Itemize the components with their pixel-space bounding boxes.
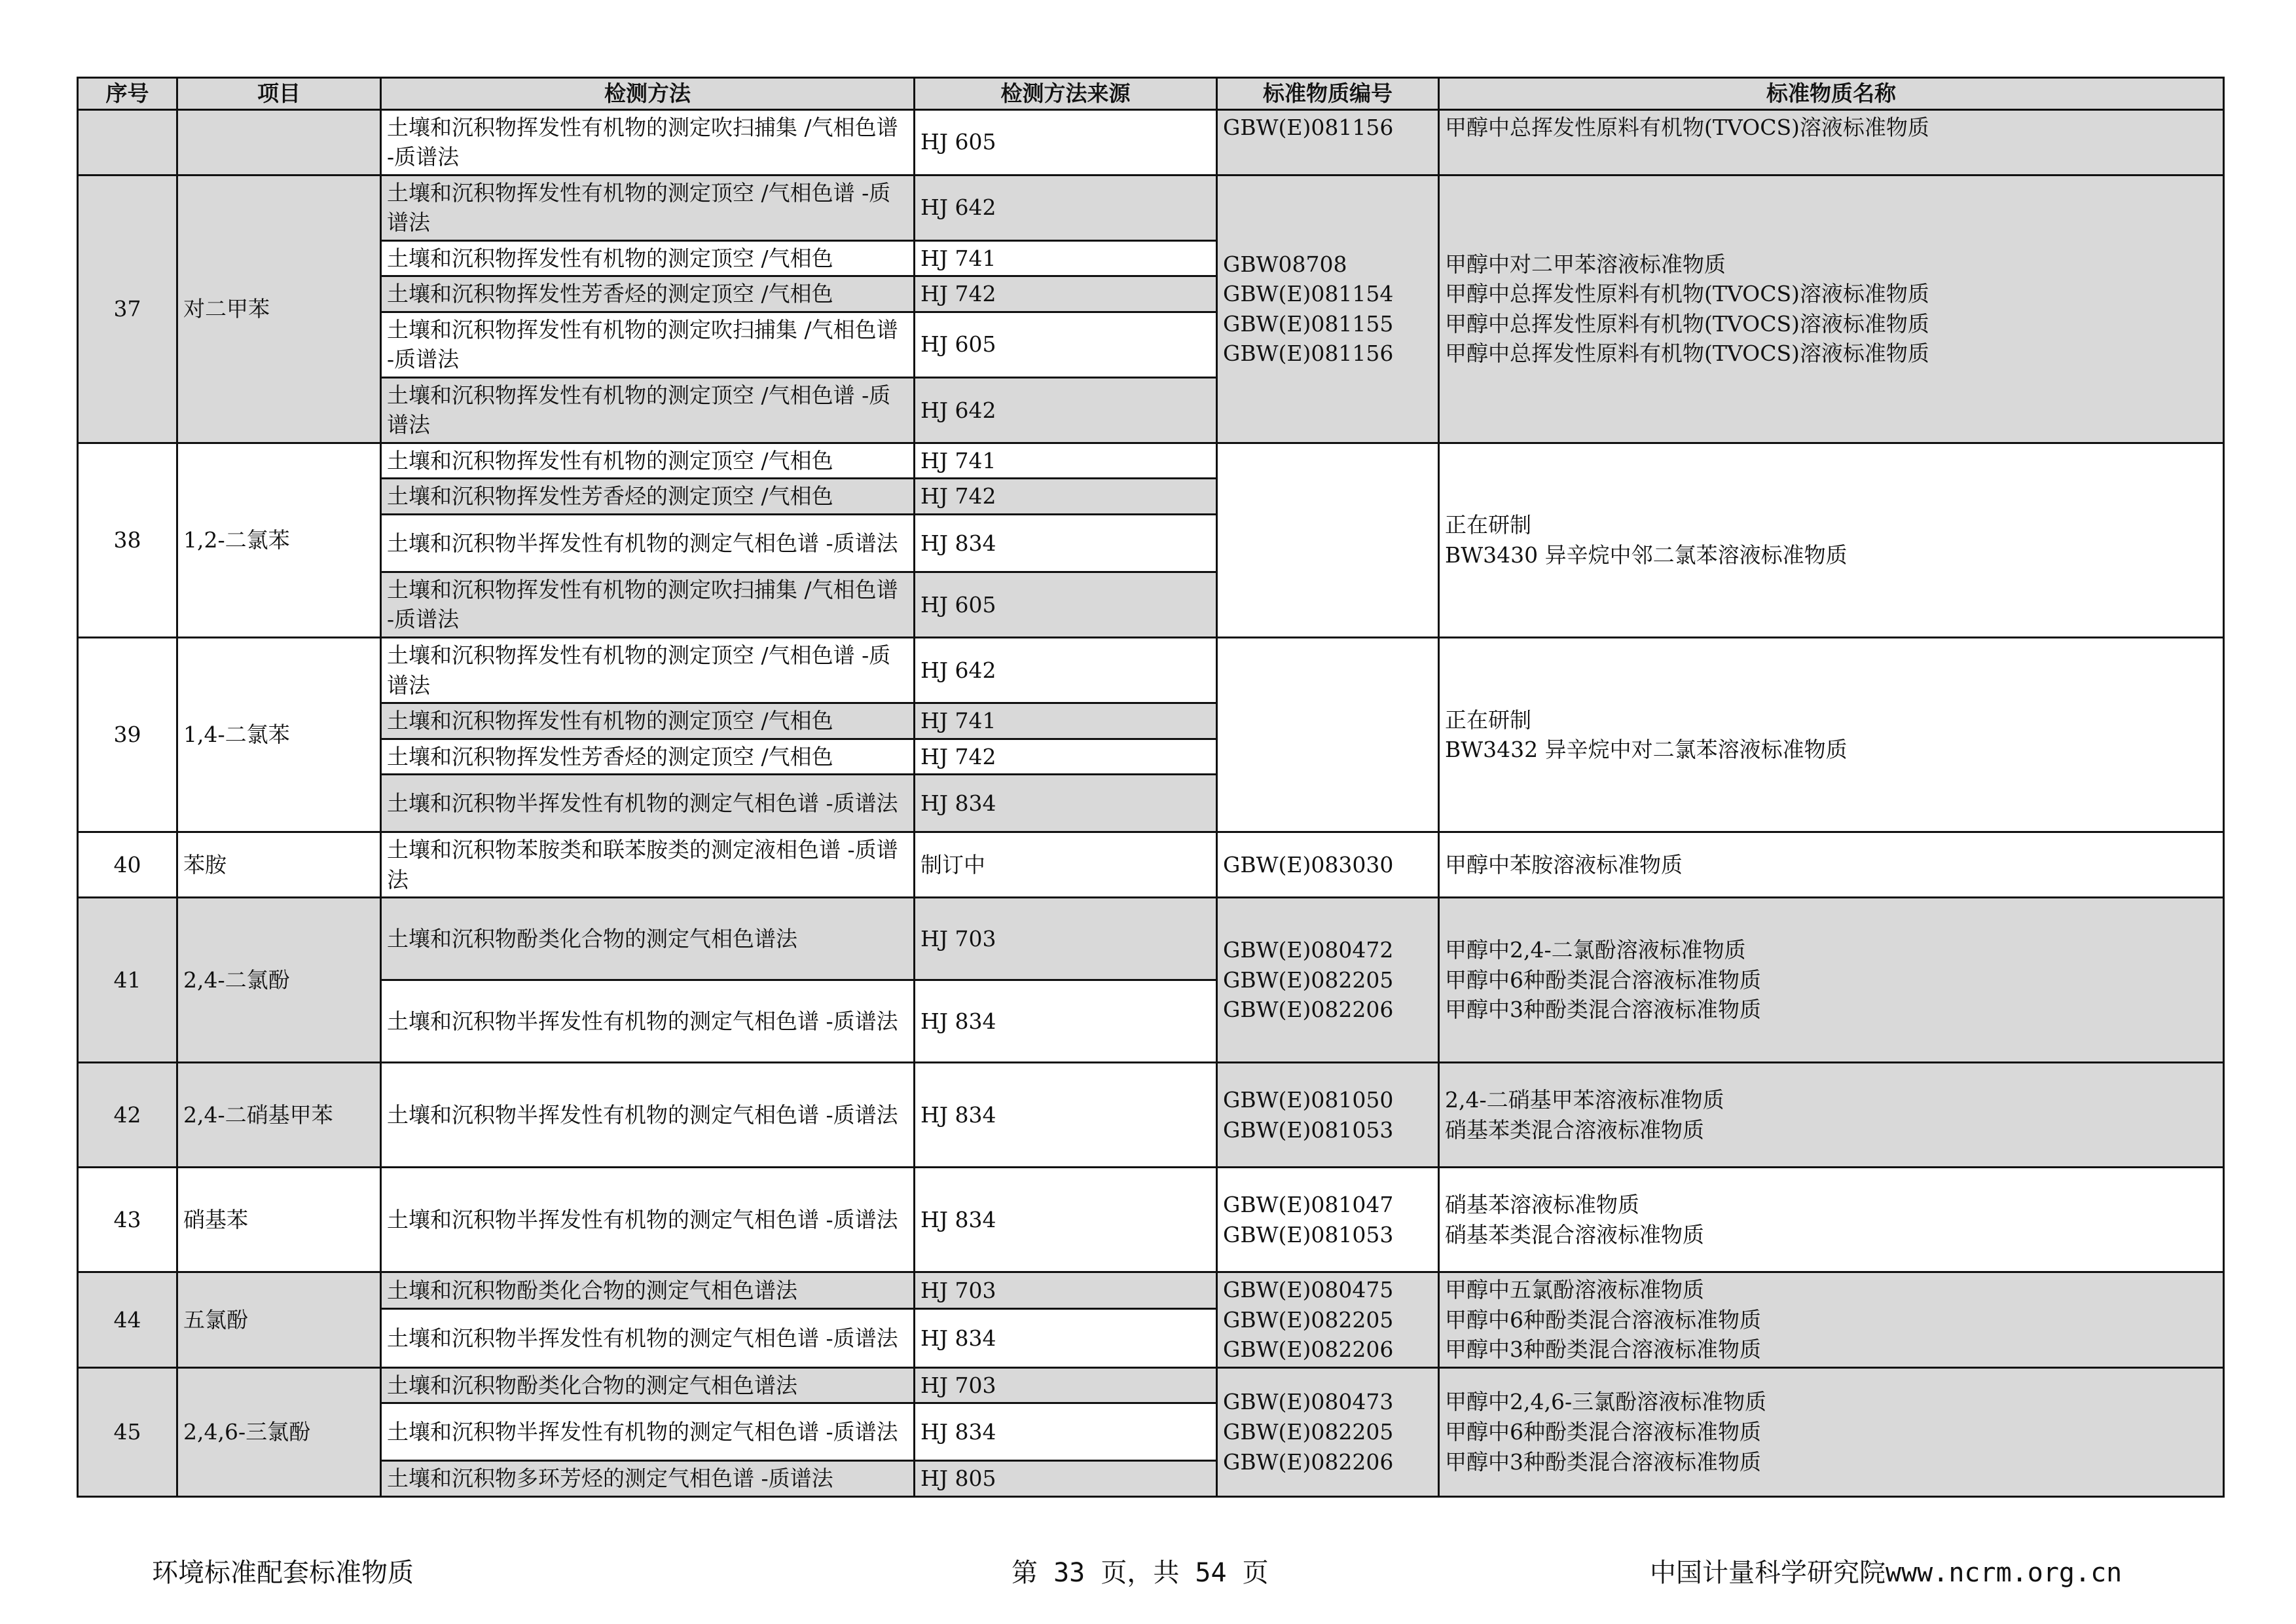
reference-material-name: 甲醇中总挥发性原料有机物(TVOCS)溶液标准物质 xyxy=(1445,310,1929,337)
method-source-cell: HJ 742 xyxy=(915,739,1217,775)
reference-material-code-cell xyxy=(1217,1367,1439,1496)
footer-document-title: 环境标准配套标准物质 xyxy=(152,1558,414,1588)
reference-material-name: 硝基苯溶液标准物质 xyxy=(1445,1192,1639,1218)
reference-material-code-cell xyxy=(1217,637,1439,832)
method-source-cell: HJ 834 xyxy=(915,980,1217,1063)
reference-material-name: 甲醇中2,4,6-三氯酚溶液标准物质 xyxy=(1445,1389,1767,1415)
header-item: 项目 xyxy=(177,78,381,110)
reference-material-name-cell xyxy=(1439,1272,2224,1368)
test-method-cell: 土壤和沉积物挥发性有机物的测定吹扫捕集 /气相色谱 -质谱法 xyxy=(381,312,915,377)
item-name-cell: 五氯酚 xyxy=(177,1272,381,1368)
table-row xyxy=(78,898,2224,980)
reference-material-code: GBW(E)081156 xyxy=(1223,341,1394,367)
item-name-cell xyxy=(177,109,381,175)
item-name-cell: 2,4-二氯酚 xyxy=(177,898,381,1063)
table-row xyxy=(78,1063,2224,1168)
item-name-cell: 对二甲苯 xyxy=(177,175,381,443)
test-method-cell: 土壤和沉积物挥发性有机物的测定顶空 /气相色谱 -质谱法 xyxy=(381,637,915,703)
footer-page-number: 第 33 页，共 54 页 xyxy=(1011,1558,1269,1588)
reference-material-name-cell xyxy=(1439,1367,2224,1496)
test-method-cell: 土壤和沉积物酚类化合物的测定气相色谱法 xyxy=(381,1272,915,1309)
serial-number-cell: 41 xyxy=(78,898,177,1063)
reference-material-code: GBW(E)083030 xyxy=(1223,851,1394,877)
reference-material-name: 2,4-二硝基甲苯溶液标准物质 xyxy=(1445,1087,1724,1113)
table-row xyxy=(78,443,2224,479)
reference-material-name-cell xyxy=(1439,637,2224,832)
method-source-cell: HJ 605 xyxy=(915,572,1217,637)
reference-material-code: GBW(E)082205 xyxy=(1223,1419,1394,1445)
method-source-cell: HJ 741 xyxy=(915,240,1217,276)
reference-material-code: GBW(E)082206 xyxy=(1223,1337,1394,1363)
reference-material-name: 甲醇中总挥发性原料有机物(TVOCS)溶液标准物质 xyxy=(1445,114,1929,140)
header-serial-no: 序号 xyxy=(78,78,177,110)
method-source-cell: HJ 605 xyxy=(915,109,1217,175)
test-method-cell: 土壤和沉积物酚类化合物的测定气相色谱法 xyxy=(381,1367,915,1403)
test-method-cell: 土壤和沉积物多环芳烃的测定气相色谱 -质谱法 xyxy=(381,1461,915,1497)
serial-number-cell: 38 xyxy=(78,443,177,637)
reference-material-code: GBW(E)080473 xyxy=(1223,1389,1394,1415)
reference-material-name: 正在研制 xyxy=(1445,707,1531,733)
header-method-source: 检测方法来源 xyxy=(915,78,1217,110)
reference-material-name: 甲醇中3种酚类混合溶液标准物质 xyxy=(1445,1449,1761,1475)
test-method-cell: 土壤和沉积物半挥发性有机物的测定气相色谱 -质谱法 xyxy=(381,1063,915,1168)
test-method-cell: 土壤和沉积物挥发性有机物的测定顶空 /气相色 xyxy=(381,703,915,739)
item-name-cell: 2,4,6-三氯酚 xyxy=(177,1367,381,1496)
method-source-cell: HJ 703 xyxy=(915,1367,1217,1403)
method-source-cell: HJ 834 xyxy=(915,1308,1217,1367)
reference-material-name: 甲醇中总挥发性原料有机物(TVOCS)溶液标准物质 xyxy=(1445,281,1929,307)
reference-material-name-cell xyxy=(1439,175,2224,443)
test-method-cell: 土壤和沉积物挥发性芳香烃的测定顶空 /气相色 xyxy=(381,479,915,515)
test-method-cell: 土壤和沉积物酚类化合物的测定气相色谱法 xyxy=(381,898,915,980)
reference-material-code-cell xyxy=(1217,175,1439,443)
method-source-cell: HJ 703 xyxy=(915,1272,1217,1309)
table-row xyxy=(78,175,2224,240)
reference-material-name-cell xyxy=(1439,443,2224,637)
header-test-method: 检测方法 xyxy=(381,78,915,110)
serial-number-cell: 44 xyxy=(78,1272,177,1368)
reference-material-code: GBW(E)082205 xyxy=(1223,967,1394,993)
test-method-cell: 土壤和沉积物半挥发性有机物的测定气相色谱 -质谱法 xyxy=(381,1403,915,1461)
test-method-cell: 土壤和沉积物苯胺类和联苯胺类的测定液相色谱 -质谱法 xyxy=(381,832,915,898)
standard-materials-table xyxy=(77,77,2225,1498)
method-source-cell: HJ 741 xyxy=(915,703,1217,739)
test-method-cell: 土壤和沉积物挥发性芳香烃的测定顶空 /气相色 xyxy=(381,739,915,775)
test-method-cell: 土壤和沉积物挥发性有机物的测定顶空 /气相色 xyxy=(381,443,915,479)
method-source-cell: HJ 642 xyxy=(915,637,1217,703)
method-source-cell: HJ 742 xyxy=(915,479,1217,515)
reference-material-name: 硝基苯类混合溶液标准物质 xyxy=(1445,1116,1704,1143)
reference-material-code-cell xyxy=(1217,1063,1439,1168)
test-method-cell: 土壤和沉积物半挥发性有机物的测定气相色谱 -质谱法 xyxy=(381,1168,915,1272)
reference-material-name: 甲醇中3种酚类混合溶液标准物质 xyxy=(1445,997,1761,1023)
reference-material-name: 甲醇中2,4-二氯酚溶液标准物质 xyxy=(1445,937,1746,963)
table-row xyxy=(78,832,2224,898)
serial-number-cell: 39 xyxy=(78,637,177,832)
serial-number-cell: 43 xyxy=(78,1168,177,1272)
method-source-cell: HJ 642 xyxy=(915,377,1217,443)
method-source-cell: HJ 742 xyxy=(915,276,1217,312)
table-row xyxy=(78,637,2224,703)
reference-material-name: 甲醇中6种酚类混合溶液标准物质 xyxy=(1445,1419,1761,1445)
method-source-cell: HJ 834 xyxy=(915,1063,1217,1168)
method-source-cell: HJ 834 xyxy=(915,775,1217,832)
reference-material-name: 甲醇中3种酚类混合溶液标准物质 xyxy=(1445,1337,1761,1363)
item-name-cell: 2,4-二硝基甲苯 xyxy=(177,1063,381,1168)
test-method-cell: 土壤和沉积物挥发性有机物的测定顶空 /气相色谱 -质谱法 xyxy=(381,377,915,443)
reference-material-code: GBW(E)080475 xyxy=(1223,1277,1394,1303)
table-row xyxy=(78,109,2224,175)
reference-material-name: 甲醇中6种酚类混合溶液标准物质 xyxy=(1445,1306,1761,1333)
reference-material-name: BW3432 异辛烷中对二氯苯溶液标准物质 xyxy=(1445,737,1848,763)
reference-material-code: GBW(E)081155 xyxy=(1223,310,1394,337)
reference-material-code-cell xyxy=(1217,1168,1439,1272)
reference-material-code: GBW(E)081050 xyxy=(1223,1087,1394,1113)
reference-material-code: GBW(E)081156 xyxy=(1223,114,1394,140)
reference-material-name: 甲醇中对二甲苯溶液标准物质 xyxy=(1445,251,1726,277)
serial-number-cell: 37 xyxy=(78,175,177,443)
method-source-cell: HJ 741 xyxy=(915,443,1217,479)
footer-publisher: 中国计量科学研究院www.ncrm.org.cn xyxy=(1650,1558,2123,1588)
test-method-cell: 土壤和沉积物挥发性有机物的测定吹扫捕集 /气相色谱 -质谱法 xyxy=(381,572,915,637)
table-row xyxy=(78,1168,2224,1272)
method-source-cell: HJ 703 xyxy=(915,898,1217,980)
method-source-cell: HJ 605 xyxy=(915,312,1217,377)
test-method-cell: 土壤和沉积物半挥发性有机物的测定气相色谱 -质谱法 xyxy=(381,775,915,832)
test-method-cell: 土壤和沉积物挥发性有机物的测定顶空 /气相色 xyxy=(381,240,915,276)
reference-material-code-cell xyxy=(1217,443,1439,637)
reference-material-code: GBW(E)081053 xyxy=(1223,1116,1394,1143)
reference-material-name: 甲醇中五氯酚溶液标准物质 xyxy=(1445,1277,1704,1303)
method-source-cell: HJ 805 xyxy=(915,1461,1217,1497)
test-method-cell: 土壤和沉积物挥发性芳香烃的测定顶空 /气相色 xyxy=(381,276,915,312)
table-row xyxy=(78,1272,2224,1309)
reference-material-code: GBW(E)080472 xyxy=(1223,937,1394,963)
test-method-cell: 土壤和沉积物半挥发性有机物的测定气相色谱 -质谱法 xyxy=(381,1308,915,1367)
method-source-cell: HJ 834 xyxy=(915,1168,1217,1272)
method-source-cell: HJ 642 xyxy=(915,175,1217,240)
reference-material-name-cell xyxy=(1439,1168,2224,1272)
reference-material-name-cell xyxy=(1439,109,2224,175)
reference-material-code-cell xyxy=(1217,1272,1439,1368)
reference-material-code-cell xyxy=(1217,832,1439,898)
reference-material-code: GBW08708 xyxy=(1223,251,1347,277)
reference-material-name-cell xyxy=(1439,832,2224,898)
reference-material-name-cell xyxy=(1439,1063,2224,1168)
serial-number-cell xyxy=(78,109,177,175)
test-method-cell: 土壤和沉积物挥发性有机物的测定顶空 /气相色谱 -质谱法 xyxy=(381,175,915,240)
item-name-cell: 1,2-二氯苯 xyxy=(177,443,381,637)
item-name-cell: 1,4-二氯苯 xyxy=(177,637,381,832)
reference-material-code-cell xyxy=(1217,898,1439,1063)
reference-material-name: BW3430 异辛烷中邻二氯苯溶液标准物质 xyxy=(1445,542,1848,568)
serial-number-cell: 40 xyxy=(78,832,177,898)
test-method-cell: 土壤和沉积物半挥发性有机物的测定气相色谱 -质谱法 xyxy=(381,514,915,572)
reference-material-name: 硝基苯类混合溶液标准物质 xyxy=(1445,1221,1704,1247)
reference-material-code-cell xyxy=(1217,109,1439,175)
reference-material-code: GBW(E)082206 xyxy=(1223,1449,1394,1475)
serial-number-cell: 42 xyxy=(78,1063,177,1168)
method-source-cell: 制订中 xyxy=(915,832,1217,898)
reference-material-name-cell xyxy=(1439,898,2224,1063)
header-reference-material-name: 标准物质名称 xyxy=(1439,78,2224,110)
reference-material-code: GBW(E)081047 xyxy=(1223,1192,1394,1218)
table-row xyxy=(78,1367,2224,1403)
reference-material-name: 甲醇中总挥发性原料有机物(TVOCS)溶液标准物质 xyxy=(1445,341,1929,367)
reference-material-name: 甲醇中苯胺溶液标准物质 xyxy=(1445,851,1683,877)
reference-material-code: GBW(E)082205 xyxy=(1223,1306,1394,1333)
table-header-row xyxy=(78,78,2224,110)
item-name-cell: 硝基苯 xyxy=(177,1168,381,1272)
item-name-cell: 苯胺 xyxy=(177,832,381,898)
header-reference-material-code: 标准物质编号 xyxy=(1217,78,1439,110)
reference-material-name: 甲醇中6种酚类混合溶液标准物质 xyxy=(1445,967,1761,993)
test-method-cell: 土壤和沉积物挥发性有机物的测定吹扫捕集 /气相色谱 -质谱法 xyxy=(381,109,915,175)
reference-material-code: GBW(E)082206 xyxy=(1223,997,1394,1023)
method-source-cell: HJ 834 xyxy=(915,1403,1217,1461)
method-source-cell: HJ 834 xyxy=(915,514,1217,572)
test-method-cell: 土壤和沉积物半挥发性有机物的测定气相色谱 -质谱法 xyxy=(381,980,915,1063)
reference-material-code: GBW(E)081154 xyxy=(1223,281,1394,307)
reference-material-name: 正在研制 xyxy=(1445,512,1531,538)
page-footer xyxy=(0,1552,2296,1591)
reference-material-code: GBW(E)081053 xyxy=(1223,1221,1394,1247)
serial-number-cell: 45 xyxy=(78,1367,177,1496)
